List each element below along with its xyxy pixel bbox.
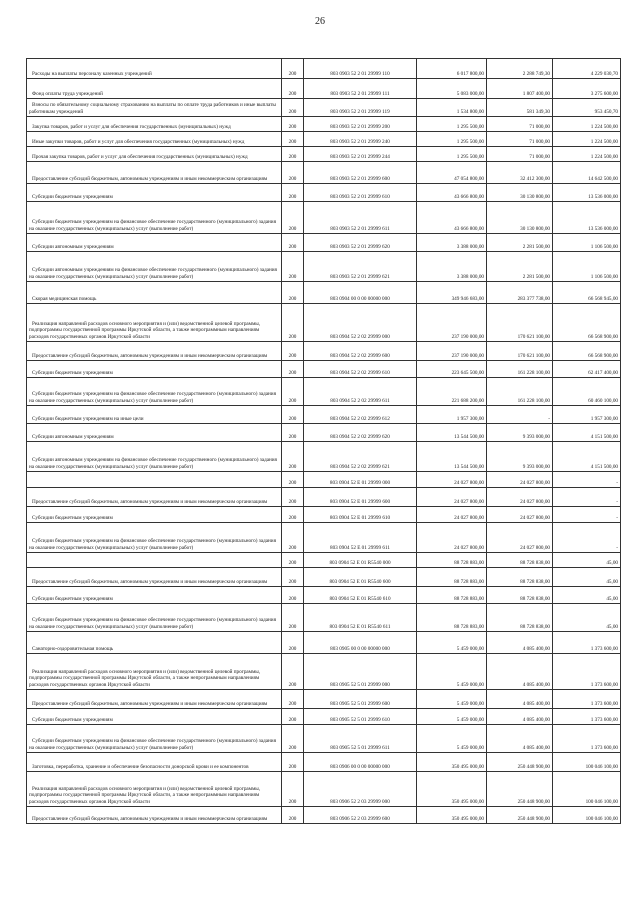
- page-number: 26: [315, 16, 325, 27]
- row-unexecuted-amount-cell: 1 373 600,00: [553, 654, 621, 690]
- row-approved-amount-cell: 5 083 000,00: [417, 79, 487, 99]
- row-classification-code-cell: 803 0906 52 2 03 29999 000: [304, 772, 417, 807]
- table-row: [27, 772, 621, 807]
- row-classification-code-cell: 803 0903 52 2 01 29999 244: [304, 147, 417, 162]
- row-admin-code-cell: 200: [282, 472, 304, 488]
- table-row: [27, 568, 621, 587]
- row-name-cell: Реализация направлений расходов основного мероприятия и (или) ведомственной целевой программы, подпрограммы государственной программы Иркутской области, а также непрограммным направлениям расходов государственных органов Иркутской области: [27, 654, 282, 690]
- row-admin-code-cell: 200: [282, 252, 304, 282]
- table-row: [27, 807, 621, 824]
- row-admin-code-cell: 200: [282, 184, 304, 202]
- row-unexecuted-amount-cell: 100 046 100,00: [553, 807, 621, 824]
- row-approved-amount-cell: 1 957 300,00: [417, 406, 487, 424]
- row-classification-code-cell: 803 0904 52 Е 01 R5540 611: [304, 604, 417, 632]
- row-admin-code-cell: 200: [282, 304, 304, 342]
- row-executed-amount-cell: 161 228 100,00: [487, 361, 553, 378]
- row-name-cell: Прочая закупка товаров, работ и услуг для обеспечения государственных (муниципальных) нужд: [27, 147, 282, 162]
- row-unexecuted-amount-cell: 45,00: [553, 553, 621, 568]
- row-name-cell: [27, 553, 282, 568]
- row-admin-code-cell: 200: [282, 654, 304, 690]
- row-classification-code-cell: 803 0904 52 2 02 29999 610: [304, 361, 417, 378]
- row-name-cell: Субсидии автономным учреждениям: [27, 424, 282, 442]
- table-row: [27, 587, 621, 604]
- row-classification-code-cell: 803 0903 52 2 01 29999 119: [304, 99, 417, 117]
- row-admin-code-cell: 200: [282, 807, 304, 824]
- row-classification-code-cell: 803 0904 00 0 00 00000 000: [304, 282, 417, 304]
- row-unexecuted-amount-cell: 60 460 100,00: [553, 378, 621, 406]
- row-unexecuted-amount-cell: 100 046 100,00: [553, 772, 621, 807]
- table-row: [27, 654, 621, 690]
- row-approved-amount-cell: 24 027 800,00: [417, 523, 487, 553]
- row-unexecuted-amount-cell: 1 373 600,00: [553, 632, 621, 654]
- row-approved-amount-cell: 43 666 800,00: [417, 184, 487, 202]
- row-approved-amount-cell: 1 295 500,00: [417, 132, 487, 147]
- row-approved-amount-cell: 350 495 000,00: [417, 772, 487, 807]
- row-classification-code-cell: 803 0906 00 0 00 00000 000: [304, 753, 417, 772]
- row-name-cell: Реализация направлений расходов основного мероприятия и (или) ведомственной целевой программы, подпрограммы государственной программы Иркутской области, а также непрограммным направлениям расходов государственных органов Иркутской области: [27, 772, 282, 807]
- row-name-cell: Предоставление субсидий бюджетным, автономным учреждениям и иным некоммерческим организациям: [27, 568, 282, 587]
- row-unexecuted-amount-cell: 62 417 400,00: [553, 361, 621, 378]
- row-approved-amount-cell: 88 728 883,00: [417, 553, 487, 568]
- row-admin-code-cell: 200: [282, 523, 304, 553]
- table-row: [27, 147, 621, 162]
- table-row: [27, 442, 621, 472]
- row-approved-amount-cell: 1 534 800,00: [417, 99, 487, 117]
- row-unexecuted-amount-cell: 1 373 600,00: [553, 690, 621, 709]
- row-admin-code-cell: 200: [282, 690, 304, 709]
- row-admin-code-cell: 200: [282, 442, 304, 472]
- row-admin-code-cell: 200: [282, 59, 304, 79]
- row-classification-code-cell: 803 0903 52 2 01 29999 110: [304, 59, 417, 79]
- row-approved-amount-cell: 43 666 800,00: [417, 202, 487, 234]
- row-approved-amount-cell: 350 495 000,00: [417, 753, 487, 772]
- row-executed-amount-cell: 4 085 400,00: [487, 709, 553, 725]
- row-name-cell: Субсидии бюджетным учреждениям: [27, 709, 282, 725]
- row-admin-code-cell: 200: [282, 772, 304, 807]
- table-row: [27, 99, 621, 117]
- row-executed-amount-cell: 24 027 800,00: [487, 507, 553, 523]
- row-approved-amount-cell: 24 027 800,00: [417, 472, 487, 488]
- row-approved-amount-cell: 88 728 883,00: [417, 604, 487, 632]
- row-classification-code-cell: 803 0903 52 2 01 29999 600: [304, 162, 417, 184]
- row-name-cell: Закупка товаров, работ и услуг для обеспечения государственных (муниципальных) нужд: [27, 117, 282, 132]
- row-admin-code-cell: 200: [282, 488, 304, 507]
- row-admin-code-cell: 200: [282, 202, 304, 234]
- row-unexecuted-amount-cell: 45,00: [553, 604, 621, 632]
- row-approved-amount-cell: 237 190 000,00: [417, 304, 487, 342]
- table-row: [27, 632, 621, 654]
- row-unexecuted-amount-cell: 1 224 500,00: [553, 117, 621, 132]
- table-row: [27, 252, 621, 282]
- row-name-cell: Субсидии бюджетным учреждениям на финансовое обеспечение государственного (муниципального) задания на оказание государственных (муниципальных) услуг (выполнение работ): [27, 725, 282, 753]
- row-name-cell: Субсидии бюджетным учреждениям на иные цели: [27, 406, 282, 424]
- row-admin-code-cell: 200: [282, 604, 304, 632]
- row-name-cell: Санаторно-оздоровительная помощь: [27, 632, 282, 654]
- row-admin-code-cell: 200: [282, 406, 304, 424]
- row-admin-code-cell: 200: [282, 553, 304, 568]
- row-approved-amount-cell: 1 295 500,00: [417, 117, 487, 132]
- row-admin-code-cell: 200: [282, 725, 304, 753]
- row-name-cell: Реализация направлений расходов основного мероприятия и (или) ведомственной целевой программы, подпрограммы государственной программы Иркутской области, а также непрограммным направлениям расходов государственных органов Иркутской области: [27, 304, 282, 342]
- row-name-cell: [27, 472, 282, 488]
- row-classification-code-cell: 803 0904 52 2 02 29999 600: [304, 342, 417, 361]
- row-name-cell: Субсидии автономным учреждениям на финансовое обеспечение государственного (муниципального) задания на оказание государственных (муниципальных) услуг (выполнение работ): [27, 442, 282, 472]
- row-name-cell: Иные закупки товаров, работ и услуг для обеспечения государственных (муниципальных) нужд: [27, 132, 282, 147]
- row-classification-code-cell: 803 0903 52 2 01 29999 620: [304, 234, 417, 252]
- row-name-cell: Скорая медицинская помощь: [27, 282, 282, 304]
- row-executed-amount-cell: 88 728 838,00: [487, 587, 553, 604]
- row-unexecuted-amount-cell: 66 568 945,00: [553, 282, 621, 304]
- row-approved-amount-cell: 3 388 000,00: [417, 252, 487, 282]
- row-executed-amount-cell: 30 130 800,00: [487, 202, 553, 234]
- row-approved-amount-cell: 47 054 800,00: [417, 162, 487, 184]
- row-approved-amount-cell: 5 459 000,00: [417, 632, 487, 654]
- row-approved-amount-cell: 88 728 883,00: [417, 568, 487, 587]
- row-classification-code-cell: 803 0903 52 2 01 29999 200: [304, 117, 417, 132]
- table-row: [27, 282, 621, 304]
- row-name-cell: Субсидии бюджетным учреждениям: [27, 587, 282, 604]
- row-unexecuted-amount-cell: 13 536 000,00: [553, 202, 621, 234]
- row-classification-code-cell: 803 0904 52 2 02 29999 612: [304, 406, 417, 424]
- row-approved-amount-cell: 223 645 500,00: [417, 361, 487, 378]
- budget-execution-table: [26, 58, 621, 824]
- table-row: [27, 234, 621, 252]
- row-admin-code-cell: 200: [282, 234, 304, 252]
- row-name-cell: Предоставление субсидий бюджетным, автономным учреждениям и иным некоммерческим организациям: [27, 162, 282, 184]
- row-classification-code-cell: 803 0904 52 Е 01 29999 610: [304, 507, 417, 523]
- row-unexecuted-amount-cell: 1 373 600,00: [553, 709, 621, 725]
- row-admin-code-cell: 200: [282, 361, 304, 378]
- row-name-cell: Предоставление субсидий бюджетным, автономным учреждениям и иным некоммерческим организациям: [27, 488, 282, 507]
- row-classification-code-cell: 803 0903 52 2 01 29999 621: [304, 252, 417, 282]
- row-executed-amount-cell: 71 000,00: [487, 117, 553, 132]
- table-row: [27, 523, 621, 553]
- row-classification-code-cell: 803 0903 52 2 01 29999 610: [304, 184, 417, 202]
- row-admin-code-cell: 200: [282, 117, 304, 132]
- row-unexecuted-amount-cell: -: [553, 507, 621, 523]
- row-name-cell: Субсидии автономным учреждениям: [27, 234, 282, 252]
- row-classification-code-cell: 803 0904 52 Е 01 R5540 000: [304, 553, 417, 568]
- table-row: [27, 709, 621, 725]
- row-unexecuted-amount-cell: -: [553, 488, 621, 507]
- row-name-cell: Субсидии бюджетным учреждениям на финансовое обеспечение государственного (муниципального) задания на оказание государственных (муниципальных) услуг (выполнение работ): [27, 523, 282, 553]
- row-approved-amount-cell: 350 495 000,00: [417, 807, 487, 824]
- table-body: [27, 59, 621, 824]
- row-unexecuted-amount-cell: 4 229 030,70: [553, 59, 621, 79]
- row-executed-amount-cell: 24 027 800,00: [487, 472, 553, 488]
- row-admin-code-cell: 200: [282, 507, 304, 523]
- row-executed-amount-cell: -: [487, 406, 553, 424]
- row-classification-code-cell: 803 0906 52 2 03 29999 600: [304, 807, 417, 824]
- row-name-cell: Фонд оплаты труда учреждений: [27, 79, 282, 99]
- table-row: [27, 406, 621, 424]
- table-row: [27, 342, 621, 361]
- row-unexecuted-amount-cell: 100 046 100,00: [553, 753, 621, 772]
- row-admin-code-cell: 200: [282, 147, 304, 162]
- row-approved-amount-cell: 349 946 683,00: [417, 282, 487, 304]
- row-approved-amount-cell: 5 459 000,00: [417, 654, 487, 690]
- table-row: [27, 553, 621, 568]
- row-classification-code-cell: 803 0905 52 5 01 29999 610: [304, 709, 417, 725]
- row-classification-code-cell: 803 0904 52 2 02 29999 621: [304, 442, 417, 472]
- row-admin-code-cell: 200: [282, 132, 304, 147]
- row-unexecuted-amount-cell: 45,00: [553, 568, 621, 587]
- row-admin-code-cell: 200: [282, 424, 304, 442]
- row-name-cell: Расходы на выплаты персоналу казенных учреждений: [27, 59, 282, 79]
- row-admin-code-cell: 200: [282, 79, 304, 99]
- row-name-cell: Субсидии бюджетным учреждениям: [27, 507, 282, 523]
- row-classification-code-cell: 803 0904 52 2 02 29999 620: [304, 424, 417, 442]
- table-row: [27, 472, 621, 488]
- table-row: [27, 162, 621, 184]
- row-executed-amount-cell: 170 621 100,00: [487, 304, 553, 342]
- row-executed-amount-cell: 283 377 738,00: [487, 282, 553, 304]
- row-approved-amount-cell: 3 388 000,00: [417, 234, 487, 252]
- row-unexecuted-amount-cell: 4 151 500,00: [553, 442, 621, 472]
- row-unexecuted-amount-cell: 14 642 500,00: [553, 162, 621, 184]
- row-executed-amount-cell: 88 728 838,00: [487, 553, 553, 568]
- row-unexecuted-amount-cell: 66 568 900,00: [553, 304, 621, 342]
- row-name-cell: Заготовка, переработка, хранение и обеспечение безопасности донорской крови и ее компонентов: [27, 753, 282, 772]
- table-row: [27, 507, 621, 523]
- table-row: [27, 117, 621, 132]
- row-approved-amount-cell: 237 190 000,00: [417, 342, 487, 361]
- row-name-cell: Субсидии автономным учреждениям на финансовое обеспечение государственного (муниципального) задания на оказание государственных (муниципальных) услуг (выполнение работ): [27, 252, 282, 282]
- row-name-cell: Предоставление субсидий бюджетным, автономным учреждениям и иным некоммерческим организациям: [27, 807, 282, 824]
- row-unexecuted-amount-cell: 66 568 900,00: [553, 342, 621, 361]
- row-admin-code-cell: 200: [282, 632, 304, 654]
- row-admin-code-cell: 200: [282, 342, 304, 361]
- row-classification-code-cell: 803 0905 52 5 01 29999 600: [304, 690, 417, 709]
- table-row: [27, 604, 621, 632]
- row-unexecuted-amount-cell: 953 450,70: [553, 99, 621, 117]
- row-approved-amount-cell: 24 027 800,00: [417, 488, 487, 507]
- row-admin-code-cell: 200: [282, 753, 304, 772]
- table-row: [27, 304, 621, 342]
- row-admin-code-cell: 200: [282, 99, 304, 117]
- table-row: [27, 424, 621, 442]
- row-classification-code-cell: 803 0904 52 Е 01 R5540 610: [304, 587, 417, 604]
- row-approved-amount-cell: 88 728 883,00: [417, 587, 487, 604]
- table-row: [27, 184, 621, 202]
- row-executed-amount-cell: 24 027 800,00: [487, 488, 553, 507]
- row-admin-code-cell: 200: [282, 709, 304, 725]
- row-unexecuted-amount-cell: 1 224 500,00: [553, 132, 621, 147]
- row-executed-amount-cell: 88 728 838,00: [487, 568, 553, 587]
- row-executed-amount-cell: 4 085 400,00: [487, 632, 553, 654]
- table-row: [27, 725, 621, 753]
- row-unexecuted-amount-cell: 13 536 000,00: [553, 184, 621, 202]
- row-classification-code-cell: 803 0904 52 Е 01 29999 000: [304, 472, 417, 488]
- row-executed-amount-cell: 30 130 800,00: [487, 184, 553, 202]
- row-classification-code-cell: 803 0904 52 Е 01 29999 611: [304, 523, 417, 553]
- row-unexecuted-amount-cell: 1 224 500,00: [553, 147, 621, 162]
- row-name-cell: Субсидии бюджетным учреждениям: [27, 184, 282, 202]
- row-executed-amount-cell: 2 281 500,00: [487, 252, 553, 282]
- row-name-cell: Субсидии бюджетным учреждениям: [27, 361, 282, 378]
- row-name-cell: Субсидии бюджетным учреждениям на финансовое обеспечение государственного (муниципального) задания на оказание государственных (муниципальных) услуг (выполнение работ): [27, 378, 282, 406]
- row-approved-amount-cell: 24 027 800,00: [417, 507, 487, 523]
- table-row: [27, 378, 621, 406]
- row-executed-amount-cell: 9 393 000,00: [487, 424, 553, 442]
- row-unexecuted-amount-cell: -: [553, 472, 621, 488]
- row-classification-code-cell: 803 0904 52 2 02 29999 611: [304, 378, 417, 406]
- row-approved-amount-cell: 221 688 200,00: [417, 378, 487, 406]
- table-row: [27, 361, 621, 378]
- row-classification-code-cell: 803 0903 52 2 01 29999 611: [304, 202, 417, 234]
- row-unexecuted-amount-cell: -: [553, 523, 621, 553]
- table-row: [27, 202, 621, 234]
- row-unexecuted-amount-cell: 1 106 500,00: [553, 252, 621, 282]
- row-executed-amount-cell: 250 448 900,00: [487, 753, 553, 772]
- row-unexecuted-amount-cell: 4 151 500,00: [553, 424, 621, 442]
- row-unexecuted-amount-cell: 45,00: [553, 587, 621, 604]
- row-approved-amount-cell: 5 459 000,00: [417, 690, 487, 709]
- row-name-cell: Субсидии бюджетным учреждениям на финансовое обеспечение государственного (муниципального) задания на оказание государственных (муниципальных) услуг (выполнение работ): [27, 604, 282, 632]
- row-executed-amount-cell: 24 027 800,00: [487, 523, 553, 553]
- row-executed-amount-cell: 32 412 300,00: [487, 162, 553, 184]
- row-classification-code-cell: 803 0905 00 0 00 00000 000: [304, 632, 417, 654]
- row-unexecuted-amount-cell: 1 106 500,00: [553, 234, 621, 252]
- row-name-cell: Предоставление субсидий бюджетным, автономным учреждениям и иным некоммерческим организациям: [27, 342, 282, 361]
- row-classification-code-cell: 803 0904 52 Е 01 R5540 600: [304, 568, 417, 587]
- row-approved-amount-cell: 5 459 000,00: [417, 725, 487, 753]
- row-classification-code-cell: 803 0905 52 5 01 29999 000: [304, 654, 417, 690]
- row-executed-amount-cell: 4 085 400,00: [487, 725, 553, 753]
- row-executed-amount-cell: 71 000,00: [487, 147, 553, 162]
- row-executed-amount-cell: 250 448 900,00: [487, 807, 553, 824]
- row-unexecuted-amount-cell: 3 275 600,00: [553, 79, 621, 99]
- row-admin-code-cell: 200: [282, 282, 304, 304]
- row-executed-amount-cell: 2 288 749,30: [487, 59, 553, 79]
- row-executed-amount-cell: 4 085 400,00: [487, 654, 553, 690]
- row-name-cell: Предоставление субсидий бюджетным, автономным учреждениям и иным некоммерческим организациям: [27, 690, 282, 709]
- row-approved-amount-cell: 5 459 000,00: [417, 709, 487, 725]
- row-classification-code-cell: 803 0904 52 2 02 29999 000: [304, 304, 417, 342]
- row-executed-amount-cell: 2 281 500,00: [487, 234, 553, 252]
- row-classification-code-cell: 803 0904 52 Е 01 29999 600: [304, 488, 417, 507]
- row-approved-amount-cell: 13 544 500,00: [417, 442, 487, 472]
- row-approved-amount-cell: 6 017 800,00: [417, 59, 487, 79]
- row-name-cell: Взносы по обязательному социальному страхованию на выплаты по оплате труда работников и иные выплаты работникам учреждений: [27, 99, 282, 117]
- row-admin-code-cell: 200: [282, 162, 304, 184]
- row-classification-code-cell: 803 0905 52 5 01 29999 611: [304, 725, 417, 753]
- row-executed-amount-cell: 88 728 838,00: [487, 604, 553, 632]
- row-classification-code-cell: 803 0903 52 2 01 29999 240: [304, 132, 417, 147]
- table-row: [27, 132, 621, 147]
- row-name-cell: Субсидии бюджетным учреждениям на финансовое обеспечение государственного (муниципального) задания на оказание государственных (муниципальных) услуг (выполнение работ): [27, 202, 282, 234]
- row-executed-amount-cell: 250 448 900,00: [487, 772, 553, 807]
- table-row: [27, 488, 621, 507]
- row-admin-code-cell: 200: [282, 568, 304, 587]
- row-approved-amount-cell: 13 544 500,00: [417, 424, 487, 442]
- row-executed-amount-cell: 161 228 100,00: [487, 378, 553, 406]
- table-row: [27, 59, 621, 79]
- row-admin-code-cell: 200: [282, 587, 304, 604]
- row-classification-code-cell: 803 0903 52 2 01 29999 111: [304, 79, 417, 99]
- row-admin-code-cell: 200: [282, 378, 304, 406]
- row-executed-amount-cell: 1 807 400,00: [487, 79, 553, 99]
- row-executed-amount-cell: 71 000,00: [487, 132, 553, 147]
- row-executed-amount-cell: 9 393 000,00: [487, 442, 553, 472]
- table-row: [27, 690, 621, 709]
- row-unexecuted-amount-cell: 1 957 300,00: [553, 406, 621, 424]
- row-executed-amount-cell: 581 349,30: [487, 99, 553, 117]
- table-row: [27, 753, 621, 772]
- table-row: [27, 79, 621, 99]
- row-executed-amount-cell: 4 085 400,00: [487, 690, 553, 709]
- row-approved-amount-cell: 1 295 500,00: [417, 147, 487, 162]
- row-executed-amount-cell: 170 621 100,00: [487, 342, 553, 361]
- row-unexecuted-amount-cell: 1 373 600,00: [553, 725, 621, 753]
